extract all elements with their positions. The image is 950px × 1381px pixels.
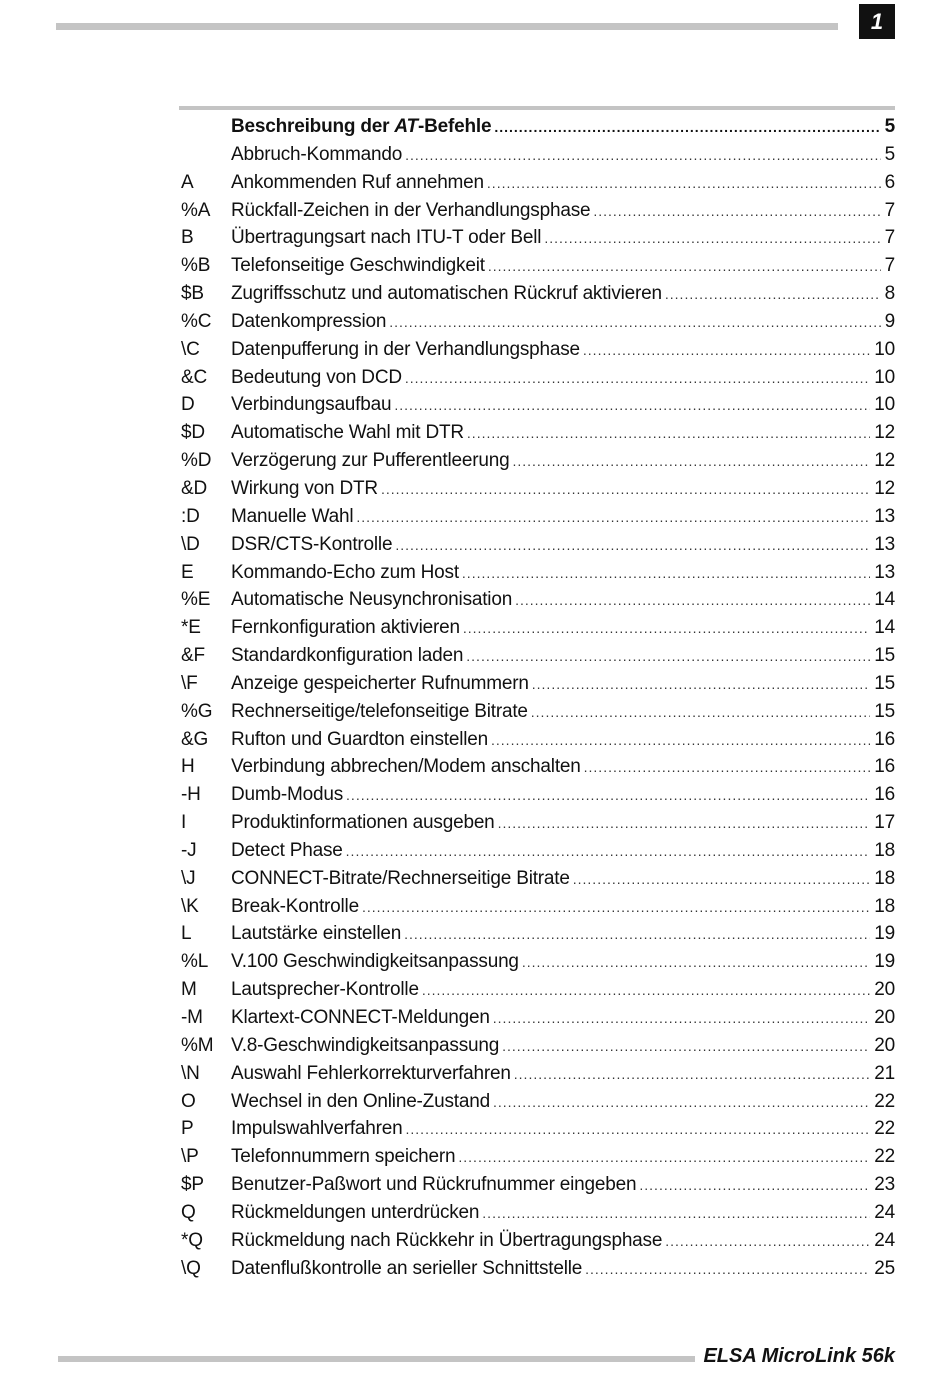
dot-leader <box>466 643 870 671</box>
toc-entry-title: Zugriffsschutz und automatischen Rückruf aktivieren <box>231 283 662 305</box>
dot-leader <box>498 810 871 838</box>
toc-page-number: 22 <box>874 1118 895 1140</box>
toc-entry-title: Verbindung abbrechen/Modem anschalten <box>231 756 581 778</box>
toc-page-number: 6 <box>884 171 895 193</box>
toc-command: -H <box>181 784 201 806</box>
toc-command: O <box>181 1090 196 1112</box>
toc-entry-title: Verzögerung zur Pufferentleerung <box>231 450 510 472</box>
dot-leader <box>463 615 870 643</box>
dot-leader <box>585 1256 870 1284</box>
toc-entry-title: V.8-Geschwindigkeitsanpassung <box>231 1034 500 1056</box>
toc-command: %L <box>181 951 209 973</box>
toc-entry[interactable] <box>181 1032 895 1060</box>
toc-page-number: 20 <box>874 1007 895 1028</box>
toc-entry[interactable] <box>181 1227 895 1255</box>
dot-leader <box>573 866 871 894</box>
toc-entry-title: Detect Phase <box>231 839 343 861</box>
toc-entry[interactable] <box>181 503 895 531</box>
toc-command: B <box>181 227 194 249</box>
dot-leader <box>584 754 871 782</box>
toc-command: -J <box>181 839 197 861</box>
toc-command: -M <box>181 1007 203 1028</box>
dot-leader <box>458 1144 870 1172</box>
toc-command: \C <box>181 338 200 360</box>
toc-page-number: 10 <box>874 366 895 388</box>
toc-entry[interactable] <box>181 1171 895 1199</box>
toc-page-number: 13 <box>874 505 895 527</box>
dot-leader <box>394 392 870 420</box>
dot-leader <box>544 225 880 253</box>
toc-command: $P <box>181 1174 204 1196</box>
dot-leader <box>346 782 870 810</box>
toc-page-number: 18 <box>874 867 895 889</box>
dot-leader <box>462 560 870 588</box>
toc-entry-title: Rechnerseitige/telefonseitige Bitrate <box>231 700 528 722</box>
toc-entry[interactable] <box>181 169 895 197</box>
toc-entry[interactable] <box>181 920 895 948</box>
dot-leader <box>405 142 881 170</box>
toc-command: %C <box>181 310 212 332</box>
dot-leader <box>665 1228 870 1256</box>
toc-page-number: 25 <box>874 1257 895 1279</box>
toc-entry-title: Telefonseitige Geschwindigkeit <box>231 255 485 277</box>
toc-command: M <box>181 979 197 1001</box>
toc-entry[interactable] <box>181 1115 895 1143</box>
toc-entry-title: Lautsprecher-Kontrolle <box>231 979 419 1001</box>
toc-entry-title: Manuelle Wahl <box>231 505 354 527</box>
toc-entry[interactable] <box>181 893 895 921</box>
toc-page-number: 19 <box>874 951 895 973</box>
toc-command: $B <box>181 283 204 305</box>
toc-entry-title: Fernkonfiguration aktivieren <box>231 617 460 639</box>
toc-entry-title: Klartext-CONNECT-Meldungen <box>231 1007 490 1028</box>
toc-entry-title: Standardkonfiguration laden <box>231 645 464 667</box>
dot-leader <box>491 727 870 755</box>
toc-entry-title: Rückmeldung nach Rückkehr in Übertragungsphase <box>231 1229 663 1251</box>
dot-leader <box>404 921 870 949</box>
dot-leader <box>487 170 881 198</box>
toc-command: A <box>181 171 194 193</box>
toc-command: %B <box>181 255 211 277</box>
toc-entry[interactable] <box>181 141 895 169</box>
toc-command: :D <box>181 505 200 527</box>
toc-entry[interactable] <box>181 252 895 280</box>
toc-page-number: 20 <box>874 979 895 1001</box>
toc-entry-title: Rufton und Guardton einstellen <box>231 728 489 750</box>
toc-command: D <box>181 394 195 416</box>
toc-heading-title: Beschreibung der AT-Befehle <box>231 116 492 137</box>
toc-page-number: 22 <box>874 1146 895 1168</box>
dot-leader <box>362 894 870 922</box>
toc-entry[interactable] <box>181 698 895 726</box>
toc-page-number: 15 <box>874 672 895 694</box>
toc-command: L <box>181 923 192 945</box>
toc-command: $D <box>181 422 205 444</box>
toc-entry-title: Automatische Neusynchronisation <box>231 589 513 611</box>
toc-entry[interactable] <box>181 586 895 614</box>
toc-entry-title: Produktinformationen ausgeben <box>231 812 495 834</box>
toc-page-number: 16 <box>874 784 895 806</box>
toc-command: %A <box>181 199 211 221</box>
toc-page-number: 14 <box>874 589 895 611</box>
toc-entry[interactable] <box>181 948 895 976</box>
toc-entry-title: Verbindungsaufbau <box>231 394 392 416</box>
toc-entry[interactable] <box>181 1088 895 1116</box>
toc-page-number: 13 <box>874 561 895 583</box>
toc-entry-title: Anzeige gespeicherter Rufnummern <box>231 672 529 694</box>
toc-entry[interactable] <box>181 447 895 475</box>
toc-entry[interactable] <box>181 1060 895 1088</box>
toc-page-number: 15 <box>874 645 895 667</box>
toc-entry-title: Wirkung von DTR <box>231 477 378 499</box>
toc-page-number: 22 <box>874 1090 895 1112</box>
toc-entry[interactable] <box>181 197 895 225</box>
toc-command: \P <box>181 1146 199 1168</box>
toc-entry[interactable] <box>181 809 895 837</box>
toc-entry[interactable] <box>181 391 895 419</box>
toc-entry[interactable] <box>181 670 895 698</box>
toc-entry[interactable] <box>181 1143 895 1171</box>
toc-page-number: 19 <box>874 923 895 945</box>
toc-page-number: 24 <box>874 1229 895 1251</box>
toc-entry[interactable] <box>181 1199 895 1227</box>
toc-rule <box>179 106 895 110</box>
toc-entry[interactable] <box>181 364 895 392</box>
dot-leader <box>512 448 870 476</box>
toc-page-number: 21 <box>874 1062 895 1084</box>
toc-page-number: 14 <box>874 617 895 639</box>
toc-entry-title: Datenpufferung in der Verhandlungsphase <box>231 338 580 360</box>
toc-entry[interactable] <box>181 280 895 308</box>
toc-page-number: 5 <box>884 116 895 137</box>
toc-entry[interactable] <box>181 976 895 1004</box>
toc-entry-title: Auswahl Fehlerkorrekturverfahren <box>231 1062 511 1084</box>
toc-page-number: 7 <box>884 199 895 221</box>
toc-entry[interactable] <box>181 726 895 754</box>
toc-entry[interactable] <box>181 559 895 587</box>
toc-page-number: 12 <box>874 477 895 499</box>
dot-leader <box>395 532 870 560</box>
toc-entry[interactable] <box>181 614 895 642</box>
toc-entry-title: V.100 Geschwindigkeitsanpassung <box>231 951 519 973</box>
toc-page-number: 16 <box>874 728 895 750</box>
toc-entry-title: Rückmeldungen unterdrücken <box>231 1201 480 1223</box>
toc-command: Q <box>181 1201 196 1223</box>
toc-command: \N <box>181 1062 200 1084</box>
toc-page-number: 10 <box>874 394 895 416</box>
table-of-contents <box>181 113 895 1282</box>
toc-entry[interactable] <box>181 336 895 364</box>
toc-command: P <box>181 1118 194 1140</box>
toc-entry[interactable] <box>181 781 895 809</box>
toc-entry-title: Datenkompression <box>231 310 387 332</box>
toc-page-number: 12 <box>874 422 895 444</box>
toc-entry-title: Wechsel in den Online-Zustand <box>231 1090 490 1112</box>
toc-entry-title: Ankommenden Ruf annehmen <box>231 171 484 193</box>
toc-page-number: 18 <box>874 839 895 861</box>
toc-command: \D <box>181 533 200 555</box>
toc-command: H <box>181 756 195 778</box>
toc-page-number: 16 <box>874 756 895 778</box>
toc-command: &G <box>181 728 209 750</box>
toc-entry-title: Dumb-Modus <box>231 784 344 806</box>
dot-leader <box>514 1061 870 1089</box>
dot-leader <box>531 699 870 727</box>
toc-command: \Q <box>181 1257 201 1279</box>
toc-command: &D <box>181 477 207 499</box>
toc-page-number: 12 <box>874 450 895 472</box>
toc-page-number: 24 <box>874 1201 895 1223</box>
toc-entry[interactable] <box>181 531 895 559</box>
toc-entry-title: Bedeutung von DCD <box>231 366 402 388</box>
toc-page-number: 13 <box>874 533 895 555</box>
toc-command: *Q <box>181 1229 203 1251</box>
toc-entry-title: Kommando-Echo zum Host <box>231 561 459 583</box>
footer-brand: ELSA MicroLink 56k <box>695 1344 895 1368</box>
toc-entry[interactable] <box>181 865 895 893</box>
chapter-number-badge: 1 <box>859 4 895 39</box>
dot-leader <box>639 1172 870 1200</box>
toc-entry-title: Break-Kontrolle <box>231 895 359 917</box>
toc-entry[interactable] <box>181 419 895 447</box>
toc-command: \K <box>181 895 199 917</box>
toc-entry-title: DSR/CTS-Kontrolle <box>231 533 393 555</box>
toc-entry-title: Datenflußkontrolle an serieller Schnittstelle <box>231 1257 583 1279</box>
dot-leader <box>493 1089 870 1117</box>
toc-command: %M <box>181 1034 214 1056</box>
toc-entry-title: Übertragungsart nach ITU-T oder Bell <box>231 227 542 249</box>
toc-entry-title: Impulswahlverfahren <box>231 1118 403 1140</box>
toc-entry-title: Abbruch-Kommando <box>231 143 403 165</box>
toc-entry-title: Automatische Wahl mit DTR <box>231 422 464 444</box>
toc-entry-title: CONNECT-Bitrate/Rechnerseitige Bitrate <box>231 867 570 889</box>
toc-entry[interactable] <box>181 224 895 252</box>
toc-entry-title: Telefonnummern speichern <box>231 1146 456 1168</box>
toc-entry[interactable] <box>181 1255 895 1283</box>
dot-leader <box>356 504 870 532</box>
toc-page-number: 5 <box>884 143 895 165</box>
toc-page-number: 23 <box>874 1174 895 1196</box>
toc-page-number: 15 <box>874 700 895 722</box>
toc-page-number: 10 <box>874 338 895 360</box>
toc-entry-title: Rückfall-Zeichen in der Verhandlungsphase <box>231 199 591 221</box>
toc-entry[interactable] <box>181 1004 895 1032</box>
toc-command: I <box>181 812 187 834</box>
toc-entry[interactable] <box>181 753 895 781</box>
toc-page-number: 17 <box>874 812 895 834</box>
dot-leader <box>502 1033 870 1061</box>
toc-command: *E <box>181 617 201 639</box>
toc-page-number: 20 <box>874 1034 895 1056</box>
dot-leader <box>482 1200 870 1228</box>
toc-command: &F <box>181 645 205 667</box>
toc-entry-title: Lautstärke einstellen <box>231 923 402 945</box>
toc-page-number: 18 <box>874 895 895 917</box>
toc-section-heading[interactable] <box>181 113 895 141</box>
dot-leader <box>532 671 871 699</box>
dot-leader <box>389 309 880 337</box>
toc-command: E <box>181 561 194 583</box>
toc-entry[interactable] <box>181 475 895 503</box>
toc-command: \J <box>181 867 196 889</box>
header-rule <box>56 23 838 30</box>
dot-leader <box>381 476 870 504</box>
toc-page-number: 9 <box>884 310 895 332</box>
dot-leader <box>665 281 881 309</box>
dot-leader <box>522 949 870 977</box>
toc-page-number: 7 <box>884 255 895 277</box>
toc-entry[interactable] <box>181 308 895 336</box>
toc-command: &C <box>181 366 207 388</box>
dot-leader <box>467 420 870 448</box>
dot-leader <box>493 1005 870 1033</box>
toc-entry[interactable] <box>181 642 895 670</box>
toc-command: %G <box>181 700 213 722</box>
dot-leader <box>494 114 880 142</box>
toc-command: \F <box>181 672 198 694</box>
toc-page-number: 8 <box>884 283 895 305</box>
dot-leader <box>515 587 870 615</box>
toc-page-number: 7 <box>884 227 895 249</box>
dot-leader <box>405 365 870 393</box>
toc-entry[interactable] <box>181 837 895 865</box>
toc-command: %E <box>181 589 211 611</box>
dot-leader <box>593 198 880 226</box>
dot-leader <box>583 337 870 365</box>
dot-leader <box>346 838 871 866</box>
toc-command: %D <box>181 450 212 472</box>
toc-entry-list <box>181 141 895 1283</box>
toc-entry-title: Benutzer-Paßwort und Rückrufnummer eingeben <box>231 1174 637 1196</box>
dot-leader <box>422 977 870 1005</box>
dot-leader <box>488 253 881 281</box>
dot-leader <box>406 1116 871 1144</box>
